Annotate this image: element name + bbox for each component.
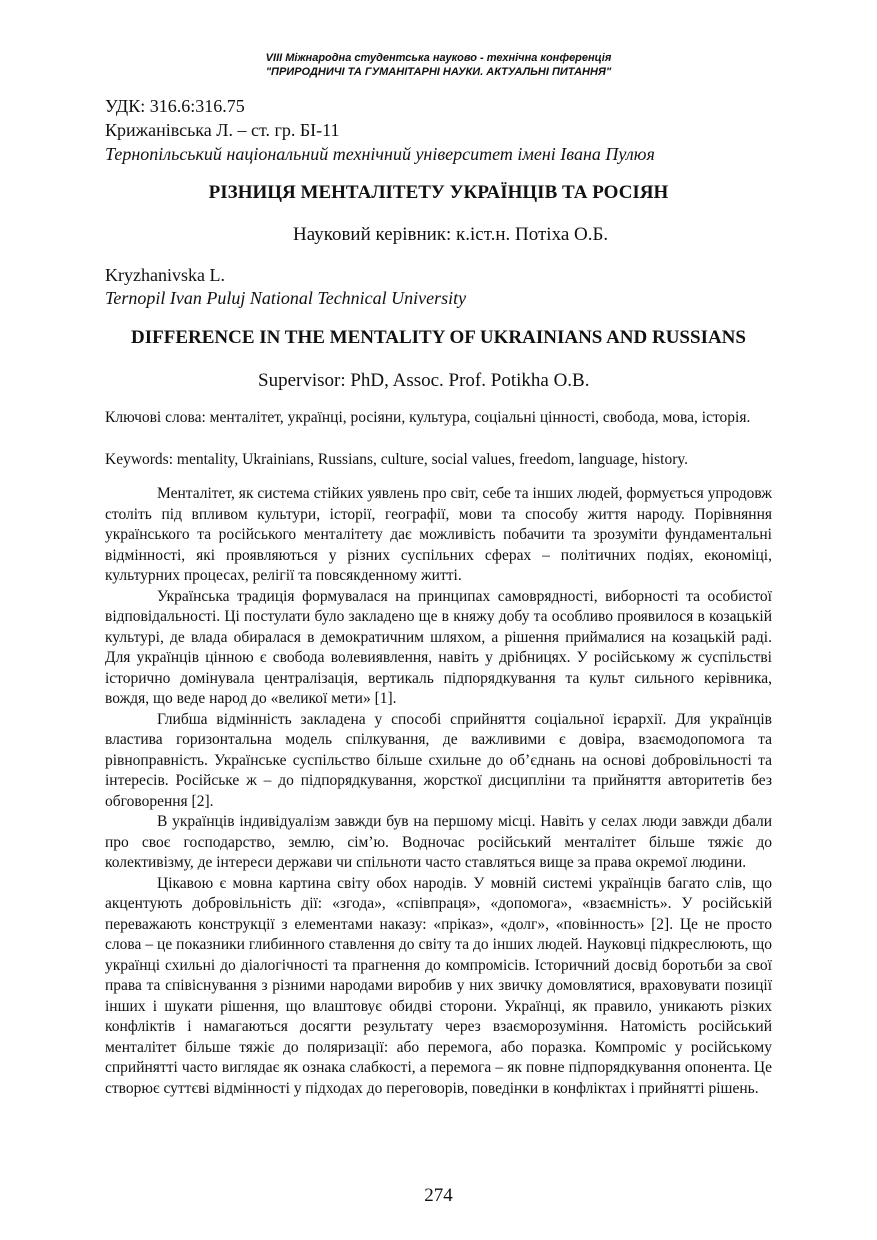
body-text bbox=[105, 484, 772, 1099]
page-number: 274 bbox=[424, 1185, 453, 1206]
paragraph-3: Глибша відмінність закладена у способі сприйняття соціальної ієрархії. Для українців властива горизонтальна модель спілкування, де важливими є довіра, взаємодопомога та рівноправність. Українське суспільство більше схильне до об’єднань на основі добровільності та інтересів. Російське ж – до підпорядкування, жорсткої дисципліни та прийняття авторитетів без обговорення [2]. bbox=[105, 710, 772, 810]
author-en: Kryzhanivska L. bbox=[105, 265, 225, 285]
author-ua: Крижанівська Л. – ст. гр. БІ-11 bbox=[105, 120, 340, 140]
conference-header-line2: "ПРИРОДНИЧІ ТА ГУМАНІТАРНІ НАУКИ. АКТУАЛЬНІ ПИТАННЯ" bbox=[265, 66, 612, 78]
paragraph-4: В українців індивідуалізм завжди був на першому місці. Навіть у селах люди завжди дбали про своє господарство, землю, сім’ю. Водночас російський менталітет більше тяжіє до колективізму, де інтереси держави чи спільноти часто ставляться вище за права окремої людини. bbox=[105, 813, 772, 871]
affiliation-ua: Тернопільський національний технічний університет імені Івана Пулюя bbox=[105, 144, 655, 164]
title-en: DIFFERENCE IN THE MENTALITY OF UKRAINIANS AND RUSSIANS bbox=[131, 327, 746, 348]
supervisor-ua: Науковий керівник: к.іст.н. Потіха О.Б. bbox=[293, 224, 609, 245]
keywords-en: Keywords: mentality, Ukrainians, Russians, culture, social values, freedom, language, history. bbox=[105, 451, 688, 468]
udc-code: УДК: 316.6:316.75 bbox=[105, 96, 245, 116]
affiliation-en: Ternopil Ivan Puluj National Technical University bbox=[105, 288, 467, 308]
keywords-ua: Ключові слова: менталітет, українці, росіяни, культура, соціальні цінності, свобода, мова, історія. bbox=[105, 409, 751, 426]
paragraph-2: Українська традиція формувалася на принципах самоврядності, виборності та особистої відповідальності. Ці постулати було закладено ще в княжу добу та особливо проявилося в козацькій культурі, де влада обиралася в демократичним шляхом, а рішення приймалися на козацькій раді. Для українців цінною є свобода волевиявлення, навіть у дрібницях. У російському ж суспільстві історично домінувала централізація, вертикаль підпорядкування та культ сильного керівника, вождя, що веде народ до «великої мети» [1]. bbox=[105, 587, 772, 707]
conference-header-line1: VIII Міжнародна студентська науково - технічна конференція bbox=[265, 52, 612, 64]
paragraph-1: Менталітет, як система стійких уявлень про світ, себе та інших людей, формується упродовж століть під впливом культури, історії, географії, мови та способу життя народу. Порівняння українського та російського менталітету дає можливість побачити та зрозуміти фундаментальні відмінності, які проявляються у різних суспільних сферах – політичних подіях, економіці, культурних процесах, релігії та повсякденному житті. bbox=[105, 485, 772, 584]
supervisor-en: Supervisor: PhD, Assoc. Prof. Potikha O.B. bbox=[258, 370, 590, 391]
paragraph-5: Цікавою є мовна картина світу обох народів. У мовній системі українців багато слів, що акцентують добровільність дії: «згода», «співпраця», «допомога», «взаємність». У російській переважають конструкції з елементами наказу: «пріказ», «долг», «повінность» [2]. Це не просто слова – це показники глибинного ставлення до світу та до інших людей. Науковці підкреслюють, що українці схильні до діалогічності та прагнення до компромісів. Історичний досвід боротьби за свої права та співіснування з різними народами виробив у них звичку домовлятися, враховувати позиції інших і шукати рішення, що влаштовує обидві сторони. Українці, як правило, уникають різких конфліктів і намагаються досягти результату через взаєморозуміння. Натомість російський менталітет більше тяжіє до поляризації: або перемога, або поразка. Компроміс у російському сприйнятті часто виглядає як ознака слабкості, а перемога – як повне підпорядкування опонента. Це створює суттєві відмінності у підходах до переговорів, поведінки в конфліктах і прийнятті рішень. bbox=[105, 874, 772, 1097]
title-ua: РІЗНИЦЯ МЕНТАЛІТЕТУ УКРАЇНЦІВ ТА РОСІЯН bbox=[208, 182, 669, 203]
